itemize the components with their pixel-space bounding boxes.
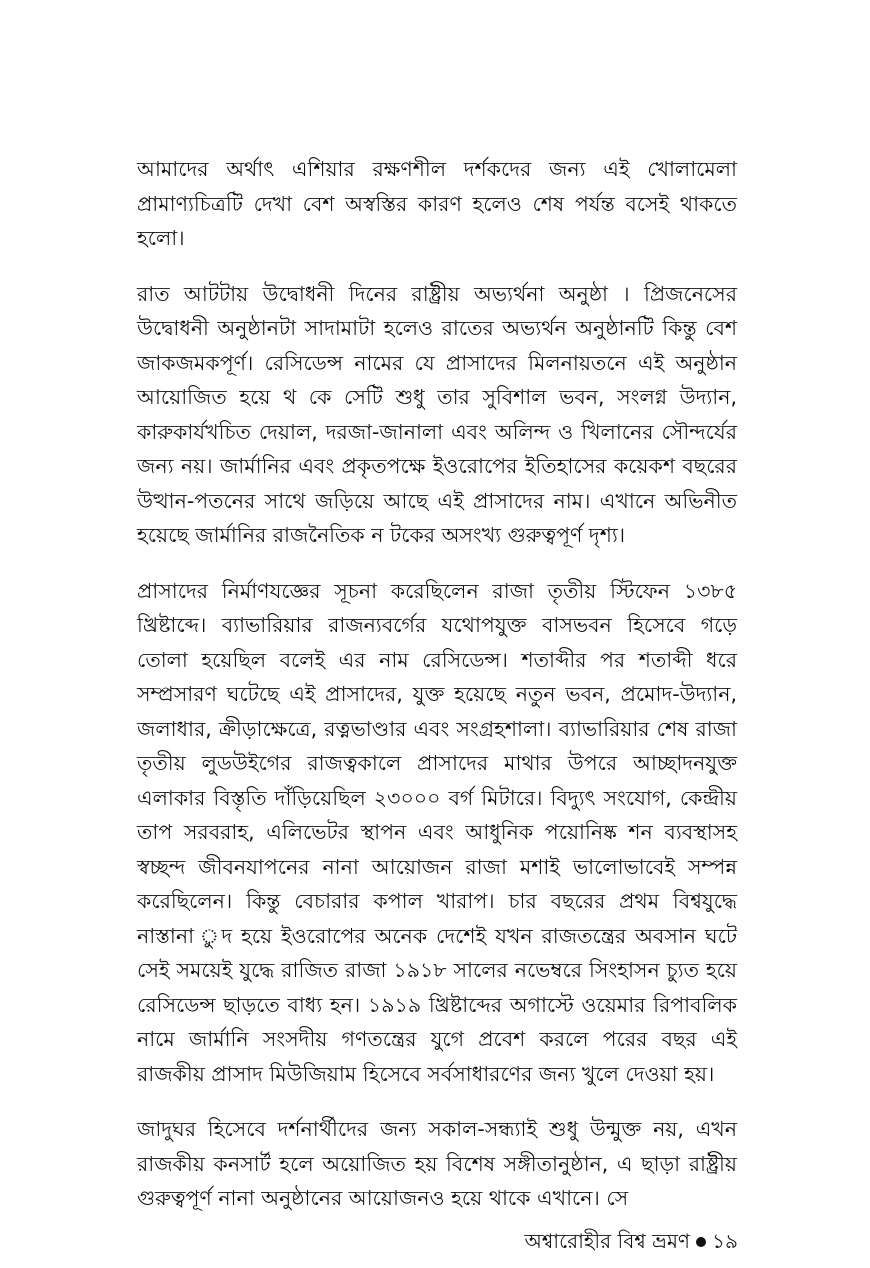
- paragraph-1: আমাদের অর্থাৎ এশিয়ার রক্ষণশীল দর্শকদের জন্য এই খোলামেলা প্রামাণ্যচিত্রটি দেখা বেশ অস্বস্তির কারণ হলেও শেষ পর্যন্ত বসেই থাকতে হলো।: [137, 157, 737, 250]
- bullet-icon: [696, 1237, 706, 1247]
- page-body: [137, 152, 737, 1237]
- paragraph-2: রাত আটটায় উদ্বোধনী দিনের রাষ্ট্রীয় অভ্যর্থনা অনুষ্ঠা । প্রিজনেসের উদ্বোধনী অনুষ্ঠানটা সাদামাটা হলেও রাতের অভ্যর্থন অনুষ্ঠানটি কিন্তু বেশ জাকজমকপূর্ণ। রেসিডেন্স নামের যে প্রাসাদের মিলনায়তনে এই অনুষ্ঠান আয়োজিত হয়ে থ কে সেটি শুধু তার সুবিশাল ভবন, সংলগ্ন উদ্যান, কারুকার্যখচিত দেয়াল, দরজা-জানালা এবং অলিন্দ ও খিলানের সৌন্দর্যের জন্য নয়। জার্মানির এবং প্রকৃতপক্ষে ইওরোপের ইতিহাসের কয়েকশ বছরের উত্থান-পতনের সাথে জড়িয়ে আছে এই প্রাসাদের নাম। এখানে অভিনীত হয়েছে জার্মানির রাজনৈতিক ন টকের অসংখ্য গুরুত্বপূর্ণ দৃশ্য।: [137, 281, 737, 547]
- page-footer: [525, 1226, 738, 1256]
- paragraph-4: জাদুঘর হিসেবে দর্শনার্থীদের জন্য সকাল-সন্ধ্যাই শুধু উন্মুক্ত নয়, এখন রাজকীয় কনসার্ট হলে অয়োজিত হয় বিশেষ সঙ্গীতানুষ্ঠান, এ ছাড়া রাষ্ট্রীয় গুরুত্বপূর্ণ নানা অনুষ্ঠানের আয়োজনও হয়ে থাকে এখানে। সে: [137, 1117, 737, 1210]
- footer-book-title: অশ্বারোহীর বিশ্ব ভ্রমণ: [524, 1229, 691, 1253]
- paragraph-3: প্রাসাদের নির্মাণযজ্ঞের সূচনা করেছিলেন রাজা তৃতীয় স্টিফেন ১৩৮৫ খ্রিষ্টাব্দে। ব্যাভারিয়ার রাজন্যবর্গের যথোপযুক্ত বাসভবন হিসেবে গড়ে তোলা হয়েছিল বলেই এর নাম রেসিডেন্স। শতাব্দীর পর শতাব্দী ধরে সম্প্রসারণ ঘটেছে এই প্রাসাদের, যুক্ত হয়েছে নতুন ভবন, প্রমোদ-উদ্যান, জলাধার, ক্রীড়াক্ষেত্রে, রত্নভাণ্ডার এবং সংগ্রহশালা। ব্যাভারিয়ার শেষ রাজা তৃতীয় লুডউইগের রাজত্বকালে প্রাসাদের মাথার উপরে আচ্ছাদনযুক্ত এলাকার বিস্তৃতি দাঁড়িয়েছিল ২৩০০০ বর্গ মিটারে। বিদ্যুৎ সংযোগ, কেন্দ্রীয় তাপ সরবরাহ, এলিভেটর স্থাপন এবং আধুনিক পয়োনিষ্ক শন ব্যবস্থাসহ স্বচ্ছন্দ জীবনযাপনের নানা আয়োজন রাজা মশাই ভালোভাবেই সম্পন্ন করেছিলেন। কিন্তু বেচারার কপাল খারাপ। চার বছরের প্রথম বিশ্বযুদ্ধে নাস্তানা ুদ হয়ে ইওরোপের অনেক দেশেই যখন রাজতন্ত্রের অবসান ঘটে সেই সময়েই যুদ্ধে রাজিত রাজা ১৯১৮ সালের নভেম্বরে সিংহাসন চ্যুত হয়ে রেসিডেন্স ছাড়তে বাধ্য হন। ১৯১৯ খ্রিষ্টাব্দের অগাস্টে ওয়েমার রিপাবলিক নামে জার্মানি সংসদীয় গণতন্ত্রের যুগে প্রবেশ করলে পরের বছর এই রাজকীয় প্রাসাদ মিউজিয়াম হিসেবে সর্বসাধারণের জন্য খুলে দেওয়া হয়।: [137, 578, 737, 1086]
- footer-page-number: ১৯: [712, 1229, 738, 1253]
